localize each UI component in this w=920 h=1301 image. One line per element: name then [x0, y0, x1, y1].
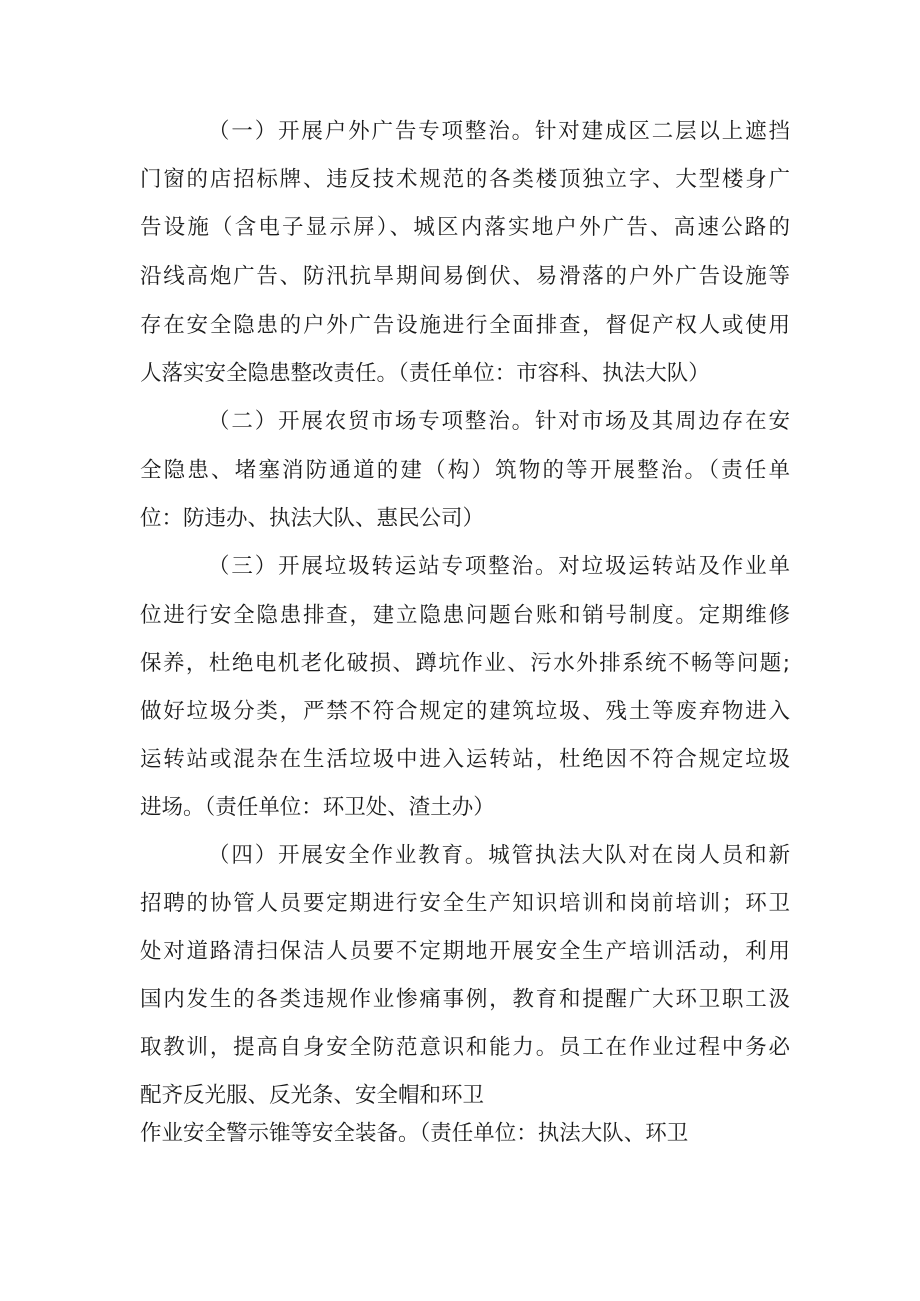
- paragraph-1-line-5: 存在安全隐患的户外广告设施进行全面排查，督促产权人或使用: [140, 313, 790, 338]
- paragraph-4-line-3: 处对道路清扫保洁人员要不定期地开展安全生产培训活动，利用: [140, 939, 790, 964]
- paragraph-4-line-5: 取教训，提高自身安全防范意识和能力。员工在作业过程中务必: [140, 1035, 790, 1060]
- paragraph-1-line-2: 门窗的店招标牌、违反技术规范的各类楼顶独立字、大型楼身广: [140, 167, 790, 192]
- paragraph-4-line-7: 作业安全警示锥等安全装备。（责任单位：执法大队、环卫: [140, 1121, 689, 1146]
- paragraph-3-line-4: 做好垃圾分类，严禁不符合规定的建筑垃圾、残土等废弃物进入: [140, 699, 790, 724]
- paragraph-4-line-6: 配齐反光服、反光条、安全帽和环卫: [140, 1083, 485, 1108]
- paragraph-4-line-4: 国内发生的各类违规作业惨痛事例，教育和提醒广大环卫职工汲: [140, 987, 790, 1012]
- paragraph-1-line-6: 人落实安全隐患整改责任。（责任单位：市容科、执法大队）: [140, 361, 710, 386]
- paragraph-4-line-1: （四）开展安全作业教育。城管执法大队对在岗人员和新: [208, 843, 790, 868]
- paragraph-2-line-3: 位：防违办、执法大队、惠民公司）: [140, 506, 485, 531]
- paragraph-2-line-1: （二）开展农贸市场专项整治。针对市场及其周边存在安: [208, 409, 790, 434]
- paragraph-3-line-1: （三）开展垃圾转运站专项整治。对垃圾运转站及作业单: [208, 554, 790, 579]
- paragraph-1-line-4: 沿线高炮广告、防汛抗旱期间易倒伏、易滑落的户外广告设施等: [140, 264, 790, 289]
- paragraph-2-line-2: 全隐患、堵塞消防通道的建（构）筑物的等开展整治。（责任单: [140, 458, 790, 483]
- paragraph-3-line-5: 运转站或混杂在生活垃圾中进入运转站，杜绝因不符合规定垃圾: [140, 747, 790, 772]
- paragraph-3-line-2: 位进行安全隐患排查，建立隐患问题台账和销号制度。定期维修: [140, 603, 790, 628]
- paragraph-3-line-6: 进场。（责任单位：环卫处、渣土办）: [140, 795, 495, 820]
- paragraph-1-line-3: 告设施（含电子显示屏）、城区内落实地户外广告、高速公路的: [140, 215, 790, 240]
- paragraph-4-line-2: 招聘的协管人员要定期进行安全生产知识培训和岗前培训；环卫: [140, 891, 790, 916]
- paragraph-3-line-3: 保养，杜绝电机老化破损、蹲坑作业、污水外排系统不畅等问题;: [140, 651, 790, 676]
- paragraph-1-line-1: （一）开展户外广告专项整治。针对建成区二层以上遮挡: [208, 119, 790, 144]
